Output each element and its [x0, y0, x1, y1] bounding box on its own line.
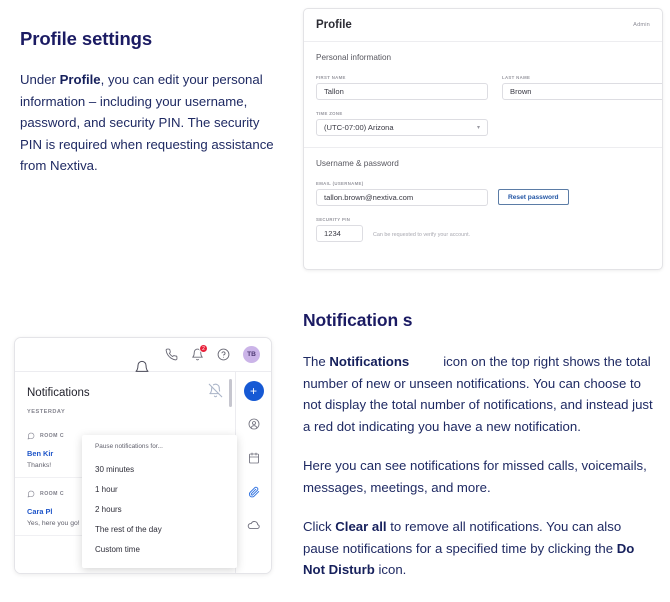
menu-item-2-hours[interactable]: 2 hours [95, 504, 122, 514]
calendar-icon[interactable] [248, 451, 260, 469]
chat-icon [27, 485, 35, 503]
contact-icon[interactable] [248, 417, 260, 435]
name-fields-row [316, 75, 650, 111]
notifications-text-block [303, 310, 655, 581]
notifications-panel-title: Notifications [27, 387, 90, 399]
list-item-sender: Ben Kir [27, 449, 54, 458]
notifications-paragraph-1 [303, 351, 655, 437]
email-field-group [316, 181, 488, 206]
menu-item-custom-time[interactable]: Custom time [95, 544, 140, 554]
list-item-message: Yes, here you go! [27, 520, 80, 527]
day-group-label: YESTERDAY [27, 409, 66, 415]
pause-notifications-dropdown [82, 435, 237, 568]
profile-panel-header [304, 9, 662, 42]
first-name-field-group [316, 75, 488, 100]
security-pin-label: SECURITY PIN [316, 217, 351, 222]
security-pin-field-group [316, 217, 650, 242]
notif-p3-mid: to remove all notifications. You can also pause notifications for a specified time by clicking the [303, 519, 622, 556]
chevron-down-icon: ▾ [476, 125, 480, 131]
time-zone-value: (UTC-07:00) Arizona [324, 123, 394, 132]
profile-panel-body [304, 42, 662, 242]
menu-item-rest-of-day[interactable]: The rest of the day [95, 524, 162, 534]
reset-password-button[interactable]: Reset password [498, 189, 569, 205]
email-input[interactable]: tallon.brown@nextiva.com [316, 189, 488, 206]
notifications-heading: Notification s [303, 310, 413, 330]
list-item-sender: Cara Pl [27, 507, 53, 516]
menu-item-1-hour[interactable]: 1 hour [95, 484, 118, 494]
profile-paragraph-lead: Under [20, 72, 60, 87]
app-main-area [15, 372, 271, 574]
list-item-room: ROOM C [40, 433, 65, 439]
phone-icon[interactable] [165, 348, 178, 361]
username-password-heading: Username & password [316, 159, 399, 168]
time-zone-field-group [316, 111, 650, 136]
profile-panel-screenshot [303, 8, 663, 270]
notifications-panel-header [15, 372, 235, 409]
notif-p1-rest: icon on the top right shows the total number of new or unseen notifications. You can choose to not display the total number of notifications, and instead just a red dot indicating you have a new notification. [303, 354, 653, 434]
notif-p1-bold: Notifications [329, 354, 410, 369]
app-top-bar [15, 338, 271, 372]
security-pin-hint: Can be requested to verify your account. [373, 232, 471, 238]
add-button[interactable]: + [244, 381, 264, 401]
profile-role-badge: Admin [633, 22, 650, 28]
notif-p3-bold-clear-all: Clear all [335, 519, 387, 534]
chat-icon [27, 427, 35, 445]
menu-item-30-minutes[interactable]: 30 minutes [95, 464, 135, 474]
last-name-input[interactable]: Brown [502, 83, 663, 100]
panel-divider [304, 147, 662, 148]
notifications-list-panel [15, 372, 236, 574]
right-icon-rail [236, 372, 271, 574]
paperclip-icon[interactable] [248, 485, 260, 503]
notif-p3-end: icon. [374, 562, 407, 577]
last-name-field-group [502, 75, 663, 100]
time-zone-select[interactable] [316, 119, 488, 136]
personal-information-heading: Personal information [316, 53, 392, 62]
help-circle-icon[interactable] [217, 348, 230, 361]
list-item-room: ROOM C [40, 491, 65, 497]
notification-count-badge: 2 [199, 344, 208, 353]
security-pin-input[interactable]: 1234 [316, 225, 363, 242]
first-name-label: FIRST NAME [316, 75, 346, 80]
time-zone-label: TIME ZONE [316, 111, 343, 116]
notifications-app-screenshot [14, 337, 272, 574]
notifications-paragraph-2: Here you can see notifications for missed calls, voicemails, messages, meetings, and more. [303, 458, 647, 495]
profile-paragraph-rest: , you can edit your personal information – including your username, password, and security PIN. The security PIN is required when requesting assistance from Nextiva. [20, 72, 274, 173]
list-item-message: Thanks! [27, 462, 52, 469]
notif-p1-lead: The [303, 354, 330, 369]
email-row [316, 181, 650, 217]
dropdown-header: Pause notifications for... [95, 443, 163, 450]
bell-off-icon[interactable] [208, 383, 223, 403]
profile-panel-title: Profile [316, 19, 352, 31]
profile-paragraph-bold: Profile [59, 72, 101, 87]
notif-p3-bold-dnd: Do Not Disturb [303, 540, 635, 577]
notif-p3-lead: Click [303, 519, 336, 534]
security-pin-row [316, 225, 650, 242]
notifications-paragraph-3 [303, 516, 655, 581]
last-name-label: LAST NAME [502, 75, 531, 80]
scrollbar[interactable] [229, 379, 233, 407]
avatar[interactable]: TB [243, 346, 260, 363]
profile-settings-paragraph [20, 69, 282, 177]
cloud-icon[interactable] [247, 519, 260, 537]
profile-settings-text-block [20, 28, 282, 177]
profile-settings-heading: Profile settings [20, 28, 153, 49]
first-name-input[interactable]: Tallon [316, 83, 488, 100]
bell-icon[interactable] [191, 345, 205, 361]
email-label: EMAIL (USERNAME) [316, 181, 364, 186]
